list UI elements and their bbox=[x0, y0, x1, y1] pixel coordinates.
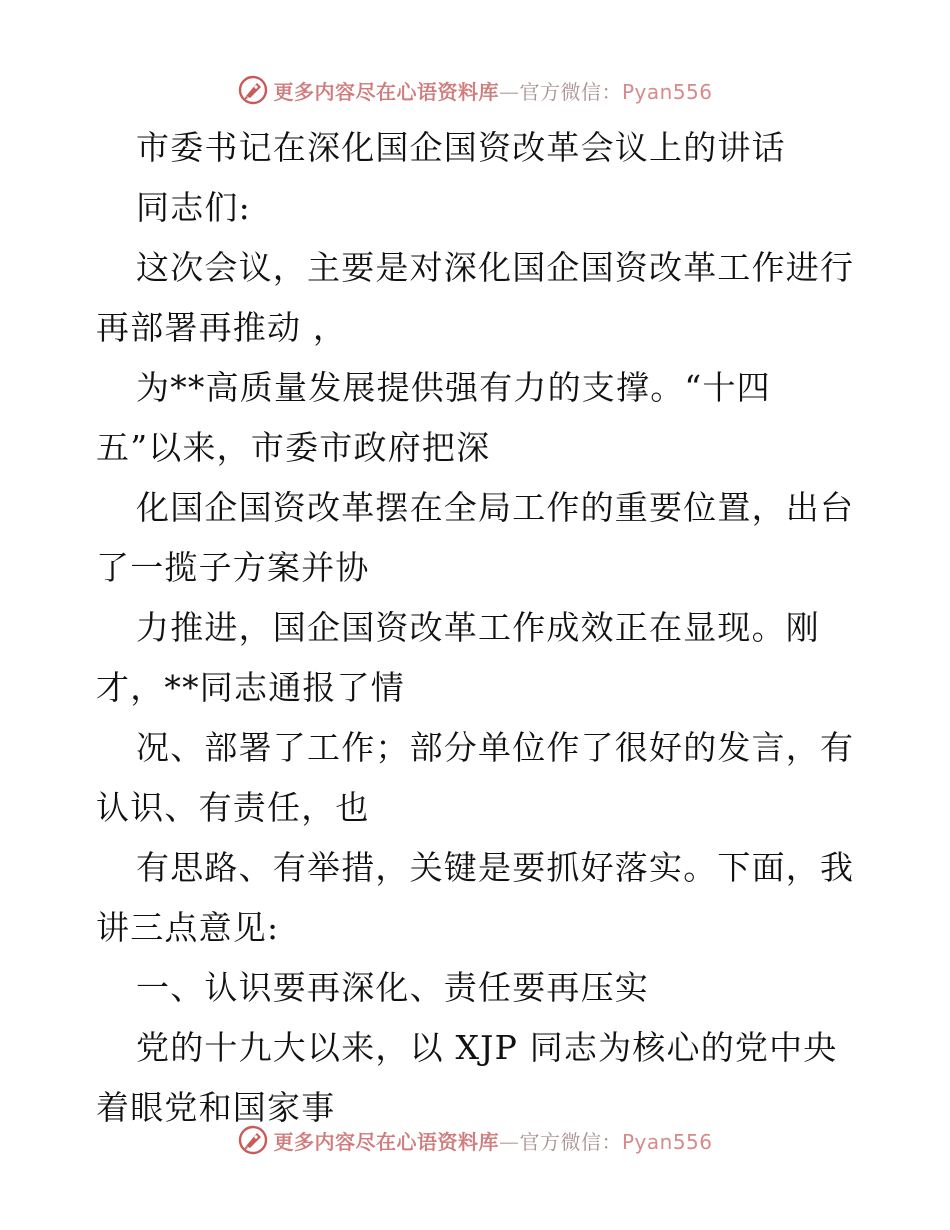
document-line: 同志们: bbox=[136, 188, 251, 227]
document-line: 化国企国资改革摆在全局工作的重要位置，出台 bbox=[136, 488, 855, 527]
document-line: 认识、有责任，也 bbox=[96, 788, 370, 827]
pen-nib-logo-icon bbox=[237, 1124, 269, 1156]
document-line: 才，**同志通报了情 bbox=[96, 668, 405, 707]
watermark-dash: — bbox=[498, 79, 520, 104]
document-line: 讲三点意见: bbox=[96, 908, 280, 947]
document-line: 为**高质量发展提供强有力的支撑。“十四 bbox=[136, 368, 771, 407]
document-line: 着眼党和国家事 bbox=[96, 1088, 336, 1127]
watermark-sub-text: 官方微信： bbox=[519, 1129, 622, 1154]
watermark-dash: — bbox=[498, 1129, 520, 1154]
header-watermark bbox=[0, 70, 950, 110]
document-line: 有思路、有举措，关键是要抓好落实。下面，我 bbox=[136, 848, 855, 887]
footer-watermark bbox=[0, 1120, 950, 1160]
watermark-id: Pyan556 bbox=[621, 79, 713, 104]
pen-nib-logo-icon bbox=[237, 74, 269, 106]
watermark-id: Pyan556 bbox=[621, 1129, 713, 1154]
document-line: 力推进，国企国资改革工作成效正在显现。刚 bbox=[136, 608, 820, 647]
document-line: 市委书记在深化国企国资改革会议上的讲话 bbox=[136, 128, 786, 167]
document-line: 一、认识要再深化、责任要再压实 bbox=[136, 968, 649, 1007]
watermark-sub-text: 官方微信： bbox=[519, 79, 622, 104]
document-line: 再部署再推动 ， bbox=[96, 308, 348, 347]
document-line: 党的十九大以来，以 XJP 同志为核心的党中央 bbox=[136, 1028, 838, 1067]
document-line: 了一揽子方案并协 bbox=[96, 548, 370, 587]
document-line: 这次会议，主要是对深化国企国资改革工作进行 bbox=[136, 248, 855, 287]
watermark-main-text: 更多内容尽在心语资料库 bbox=[273, 1129, 499, 1154]
document-line: 况、部署了工作；部分单位作了很好的发言，有 bbox=[136, 728, 855, 767]
document-line: 五”以来，市委市政府把深 bbox=[96, 428, 491, 467]
watermark-main-text: 更多内容尽在心语资料库 bbox=[273, 79, 499, 104]
document-body bbox=[96, 118, 876, 1138]
